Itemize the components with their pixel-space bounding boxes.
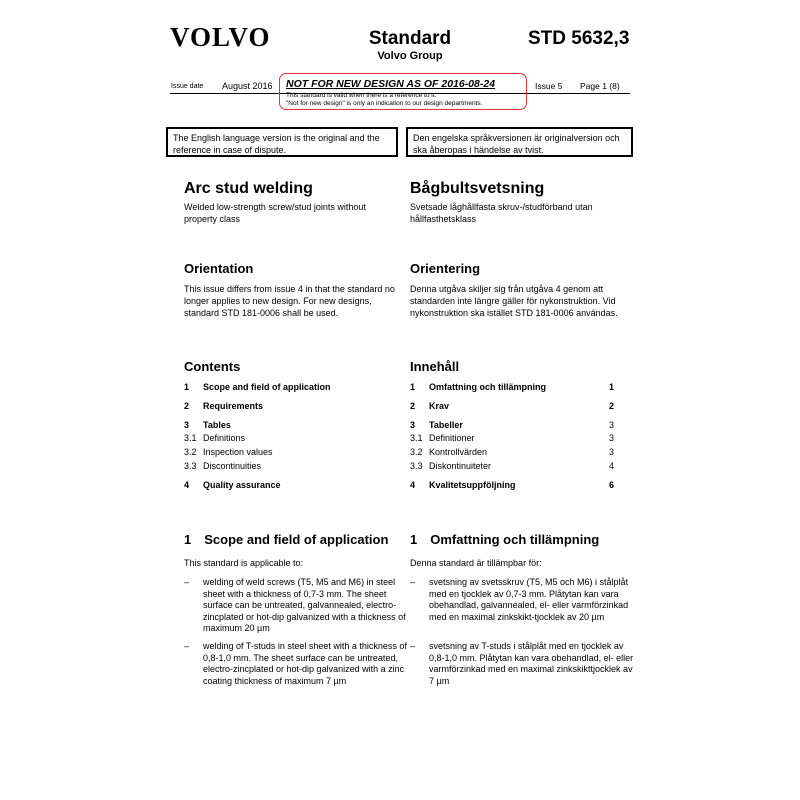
toc-number: 3 xyxy=(410,420,416,430)
toc-label: Kontrollvärden xyxy=(429,447,488,457)
toc-label: Discontinuities xyxy=(203,461,262,471)
contents-heading-en: Contents xyxy=(184,359,241,374)
toc-label: Definitioner xyxy=(429,433,475,443)
toc-label: Tabeller xyxy=(429,420,463,430)
dash-marker: – xyxy=(184,641,190,651)
toc-number: 3 xyxy=(184,420,190,430)
title-sv-subtitle: Svetsade låghållfasta skruv-/studförband utan hållfasthetsklass xyxy=(410,202,593,224)
title-sv: Bågbultsvetsning xyxy=(410,180,545,197)
notice-title: NOT FOR NEW DESIGN AS OF 2016-08-24 xyxy=(286,78,496,90)
toc-item-sv[interactable] xyxy=(410,420,620,432)
toc-item-sv[interactable] xyxy=(410,480,620,492)
section-title: Omfattning och tillämpning xyxy=(430,532,600,547)
bullet-item-sv xyxy=(410,641,640,701)
bullet-text: svetsning av T-studs i stålplåt med en tjocklek av 0,8-1,0 mm. Plåtytan kan vara obehandlad, el- eller varmförzinkad med en maximal zinkskikttjocklek av 7 µm xyxy=(429,641,634,686)
toc-item-sv[interactable] xyxy=(410,461,620,473)
title-en-subtitle: Welded low-strength screw/stud joints without property class xyxy=(184,202,366,224)
toc-number: 4 xyxy=(184,480,190,490)
section1-intro-sv: Denna standard är tillämpbar för: xyxy=(410,558,542,568)
page-number: Page 1 (8) xyxy=(580,81,620,91)
toc-number: 4 xyxy=(410,480,416,490)
toc-page: 1 xyxy=(609,382,615,392)
toc-label: Definitions xyxy=(203,433,246,443)
toc-label: Omfattning och tillämpning xyxy=(429,382,546,392)
title-en: Arc stud welding xyxy=(184,180,313,197)
toc-page: 6 xyxy=(609,480,615,490)
bullet-text: welding of T-studs in steel sheet with a thickness of 0,8-1,0 mm. The sheet surface can be untreated, electro-zincplated or hot-dip galvanized with a zinc coating thickness of maximum 7 µm xyxy=(203,641,407,686)
bullet-item-sv xyxy=(410,577,640,637)
toc-page: 3 xyxy=(609,420,615,430)
dash-marker: – xyxy=(410,577,416,587)
section-number: 1 xyxy=(410,532,418,547)
orientation-heading-sv: Orientering xyxy=(410,261,481,276)
orientation-heading-en: Orientation xyxy=(184,261,254,276)
toc-label: Krav xyxy=(429,401,450,411)
bullet-item-en xyxy=(184,641,414,701)
bullet-text: svetsning av svetsskruv (T5, M5 och M6) i stålplåt med en tjocklek av 0,7-3 mm. Plåtytan kan vara obehandlad, galvannealed, el- eller varmförzinkad med en maximal zinkskikt-tjocklek av 20 µm xyxy=(429,577,629,622)
toc-item-sv[interactable] xyxy=(410,401,620,413)
toc-number: 2 xyxy=(184,401,190,411)
issue-date-label: Issue date xyxy=(171,83,204,90)
toc-number: 1 xyxy=(410,382,416,392)
orientation-text-en: This issue differs from issue 4 in that the standard no longer applies to new design. For new designs, standard STD 181-0006 shall be used. xyxy=(184,284,395,318)
language-note-en: The English language version is the original and the reference in case of dispute. xyxy=(166,127,398,157)
section1-heading-sv xyxy=(410,532,599,547)
dash-marker: – xyxy=(184,577,190,587)
toc-item-sv[interactable] xyxy=(410,447,620,459)
toc-number: 1 xyxy=(184,382,190,392)
document-type: Standard xyxy=(368,28,452,49)
dash-marker: – xyxy=(410,641,416,651)
toc-number: 3.2 xyxy=(184,447,197,457)
toc-number: 3.3 xyxy=(184,461,197,471)
toc-number: 2 xyxy=(410,401,416,411)
issue-date: August 2016 xyxy=(222,81,273,91)
toc-label: Kvalitetsuppföljning xyxy=(429,480,516,490)
toc-number: 3.3 xyxy=(410,461,423,471)
section-number: 1 xyxy=(184,532,192,547)
toc-number: 3.1 xyxy=(184,433,197,443)
organization: Volvo Group xyxy=(377,50,443,62)
volvo-logo: VOLVO xyxy=(170,22,271,52)
toc-page: 2 xyxy=(609,401,615,411)
toc-label: Requirements xyxy=(203,401,264,411)
standard-number: STD 5632,3 xyxy=(528,28,630,49)
toc-label: Quality assurance xyxy=(203,480,281,490)
bullet-item-en xyxy=(184,577,414,637)
toc-number: 3.2 xyxy=(410,447,423,457)
section1-heading-en xyxy=(184,532,388,547)
toc-label: Diskontinuiteter xyxy=(429,461,492,471)
toc-label: Tables xyxy=(203,420,231,430)
notice-line-1: This standard is valid when there is a reference to it. xyxy=(286,92,437,99)
section-title: Scope and field of application xyxy=(204,532,389,547)
toc-page: 3 xyxy=(609,433,615,443)
language-note-sv: Den engelska språkversionen är originalversion och ska åberopas i händelse av tvist. xyxy=(406,127,633,157)
toc-item-sv[interactable] xyxy=(410,433,620,445)
notice-line-2: "Not for new design" is only an indication to our design departments. xyxy=(286,100,483,107)
toc-label: Scope and field of application xyxy=(203,382,331,392)
toc-page: 3 xyxy=(609,447,615,457)
toc-label: Inspection values xyxy=(203,447,273,457)
contents-heading-sv: Innehåll xyxy=(410,359,460,374)
toc-page: 4 xyxy=(609,461,615,471)
issue-number: Issue 5 xyxy=(535,81,563,91)
orientation-text-sv: Denna utgåva skiljer sig från utgåva 4 genom att standarden inte längre gäller för nykonstruktion. Vid nykonstruktion ska istället STD 181-0006 användas. xyxy=(410,284,618,318)
section1-intro-en: This standard is applicable to: xyxy=(184,558,304,568)
toc-item-sv[interactable] xyxy=(410,382,620,394)
toc-number: 3.1 xyxy=(410,433,423,443)
bullet-text: welding of weld screws (T5, M5 and M6) in steel sheet with a thickness of 0,7-3 mm. The sheet surface can be untreated, galvannealed, electro-zincplated or hot-dip galvanized with a thickness of maximum 20 µm xyxy=(203,577,406,633)
